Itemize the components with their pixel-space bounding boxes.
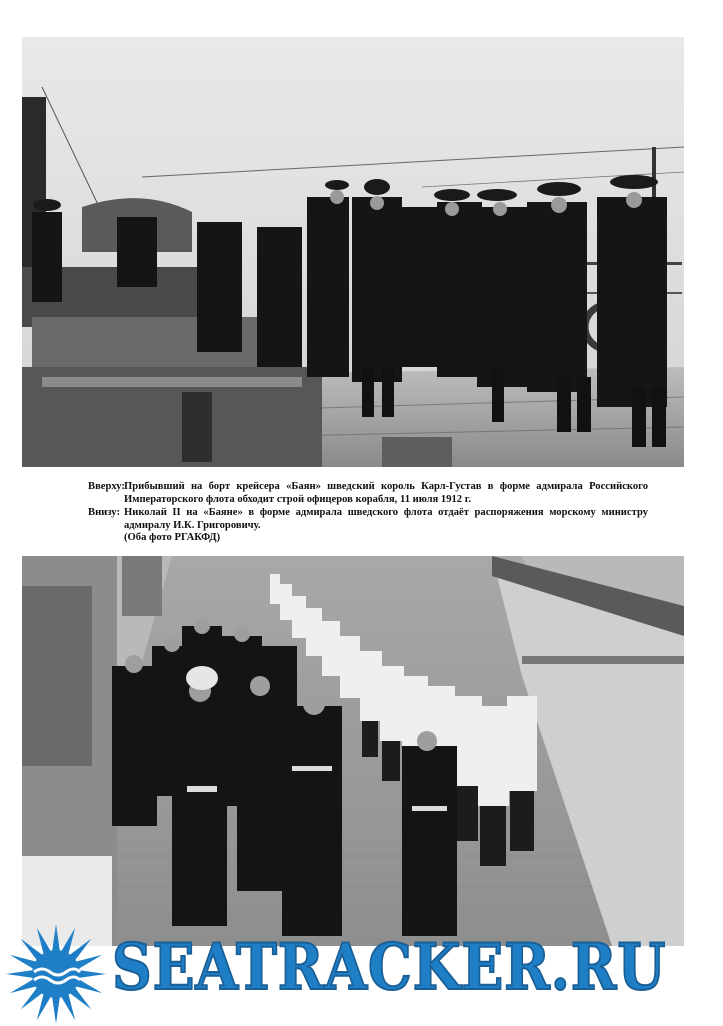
photo-top-image [22,37,684,467]
photo-bottom-image [22,556,684,946]
photo-top-officers-on-deck [22,37,684,467]
watermark [0,918,723,1024]
caption-top [88,481,648,506]
caption-top-label: Вверху: [88,481,125,492]
caption-bottom-text: Николай II на «Баяне» в форме адмирала шведского флота отдаёт распоряжения морскому министру адмиралу И.К. Григоровичу. [124,507,648,531]
caption-bottom-label: Внизу: [88,507,120,518]
photo-bottom-crew-lineup [22,556,684,946]
caption-top-text: Прибывший на борт крейсера «Баян» шведский король Карл-Густав в форме адмирала Российского Императорского флота обходит строй офицеров корабля, 11 июля 1912 г. [124,481,648,505]
watermark-text: SEATRACKER.RU [112,930,667,1005]
sun-wave-logo-icon [4,922,108,1026]
caption-bottom [88,507,648,545]
photo-source-credit: (Оба фото РГАКФД) [124,532,221,543]
